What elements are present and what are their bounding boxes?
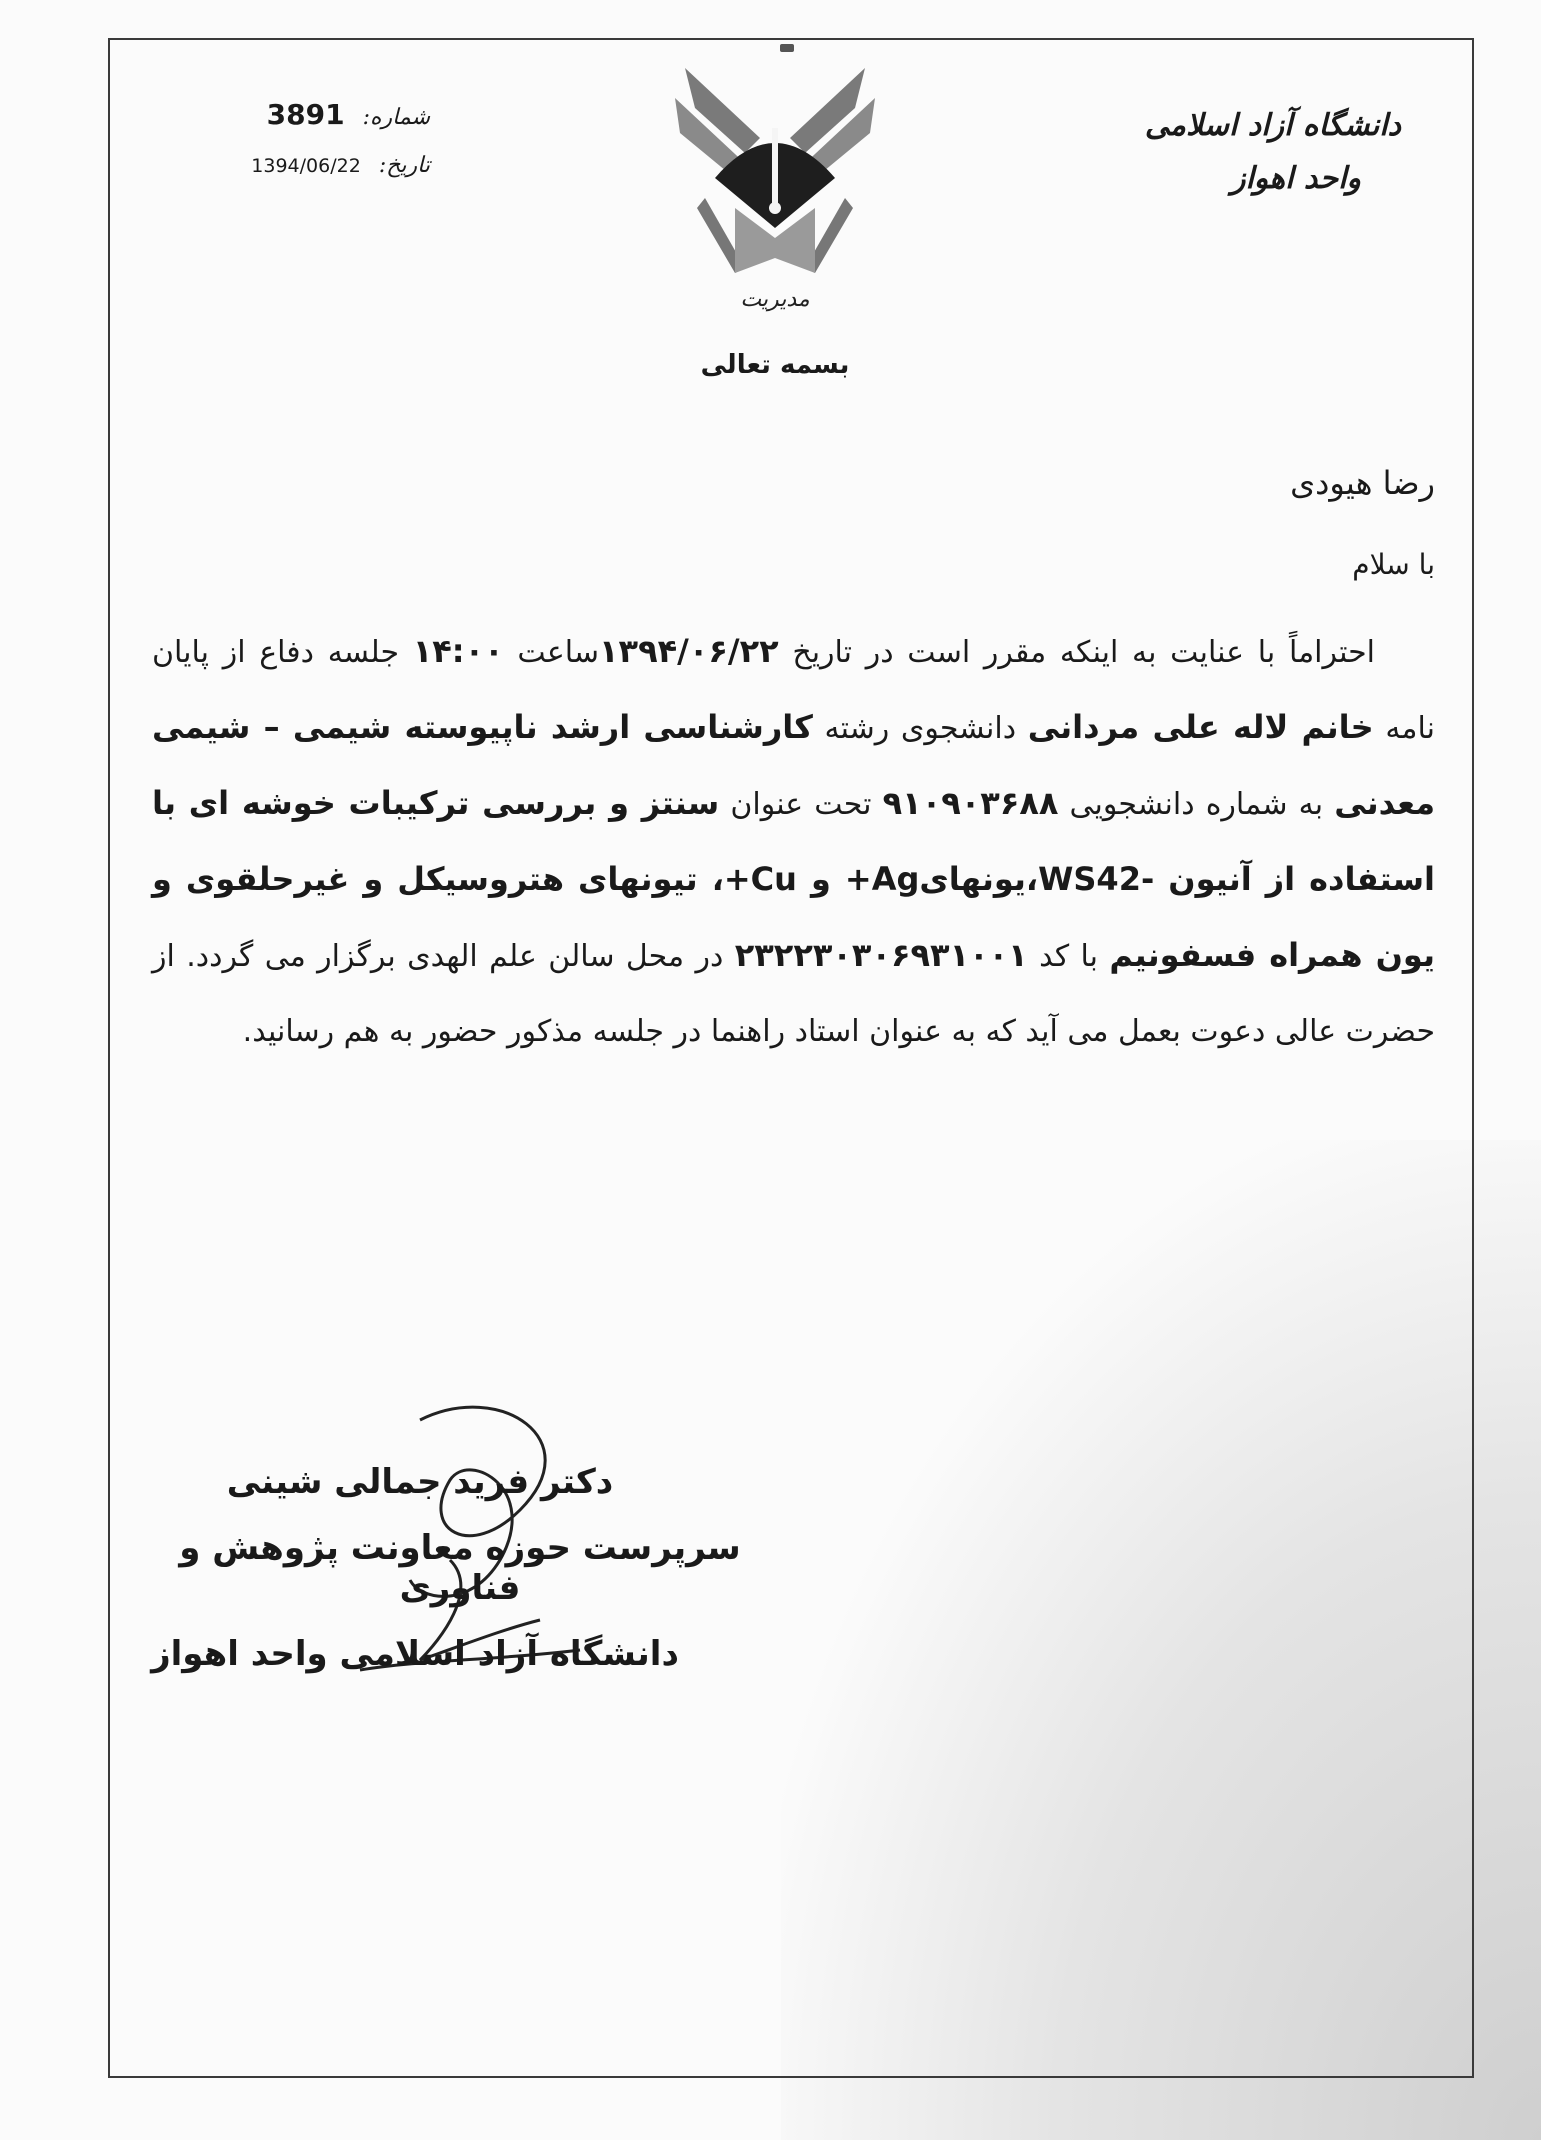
signatory-organization: دانشگاه آزاد اسلامی واحد اهواز (151, 1634, 679, 1674)
body-part-6: تحت عنوان (719, 787, 883, 822)
logo-mark: مدیریت (740, 287, 810, 312)
body-part-3: جلسه دفاع از پایان نامه (152, 635, 1435, 746)
logo-caption: بسمه تعالی (700, 350, 850, 380)
university-logo-icon (675, 58, 875, 328)
body-part-2: ساعت (503, 635, 599, 670)
letterhead (1101, 108, 1401, 196)
body-part-1: احتراماً با عنایت به اینکه مقرر است در تاریخ (778, 635, 1375, 670)
date-row (190, 153, 430, 178)
university-name: دانشگاه آزاد اسلامی (1144, 108, 1401, 143)
signatory-name: دکتر فرید جمالی شینی (226, 1462, 614, 1502)
letter-meta (190, 98, 430, 200)
date-label: تاریخ: (378, 153, 430, 178)
body-part-4: دانشجوی رشته (812, 711, 1028, 746)
student-name: خانم لاله علی مردانی (1027, 708, 1374, 746)
number-row (190, 98, 430, 131)
defense-date: ۱۳۹۴/۰۶/۲۲ (599, 632, 779, 670)
greeting: با سلام (1352, 548, 1435, 581)
signature-block (130, 1462, 790, 1674)
body-part-5: به شماره دانشجویی (1058, 787, 1335, 822)
body-part-8: در محل سالن علم الهدی برگزار می گردد. از حضرت عالی دعوت بعمل می آید که به عنوان استاد راهنما در جلسه مذکور حضور به هم رسانید. (152, 939, 1435, 1049)
defense-time: ۱۴:۰۰ (412, 632, 504, 670)
letter-body (152, 614, 1435, 1069)
letter-number: 3891 (266, 98, 345, 131)
body-part-7: با کد (1027, 939, 1110, 974)
thesis-title: سنتز و بررسی ترکیبات خوشه ای با استفاده از آنیون -WS42،یونهایAg+ و Cu+، تیونهای هتروسیکل و غیرحلقوی و یون همراه فسفونیم (152, 784, 1435, 974)
recipient: رضا هیودی (1290, 464, 1435, 502)
student-id: ۹۱۰۹۰۳۶۸۸ (882, 784, 1059, 822)
signatory-title: سرپرست حوزه معاونت پژوهش و فناوری (179, 1528, 741, 1608)
letter-date: 1394/06/22 (251, 155, 361, 177)
number-label: شماره: (362, 105, 430, 130)
degree: کارشناسی ارشد ناپیوسته شیمی – شیمی معدنی (152, 708, 1435, 822)
branch-name: واحد اهواز (1230, 161, 1361, 196)
thesis-code: ۲۳۲۲۳۰۳۰۶۹۳۱۰۰۱ (734, 936, 1028, 974)
